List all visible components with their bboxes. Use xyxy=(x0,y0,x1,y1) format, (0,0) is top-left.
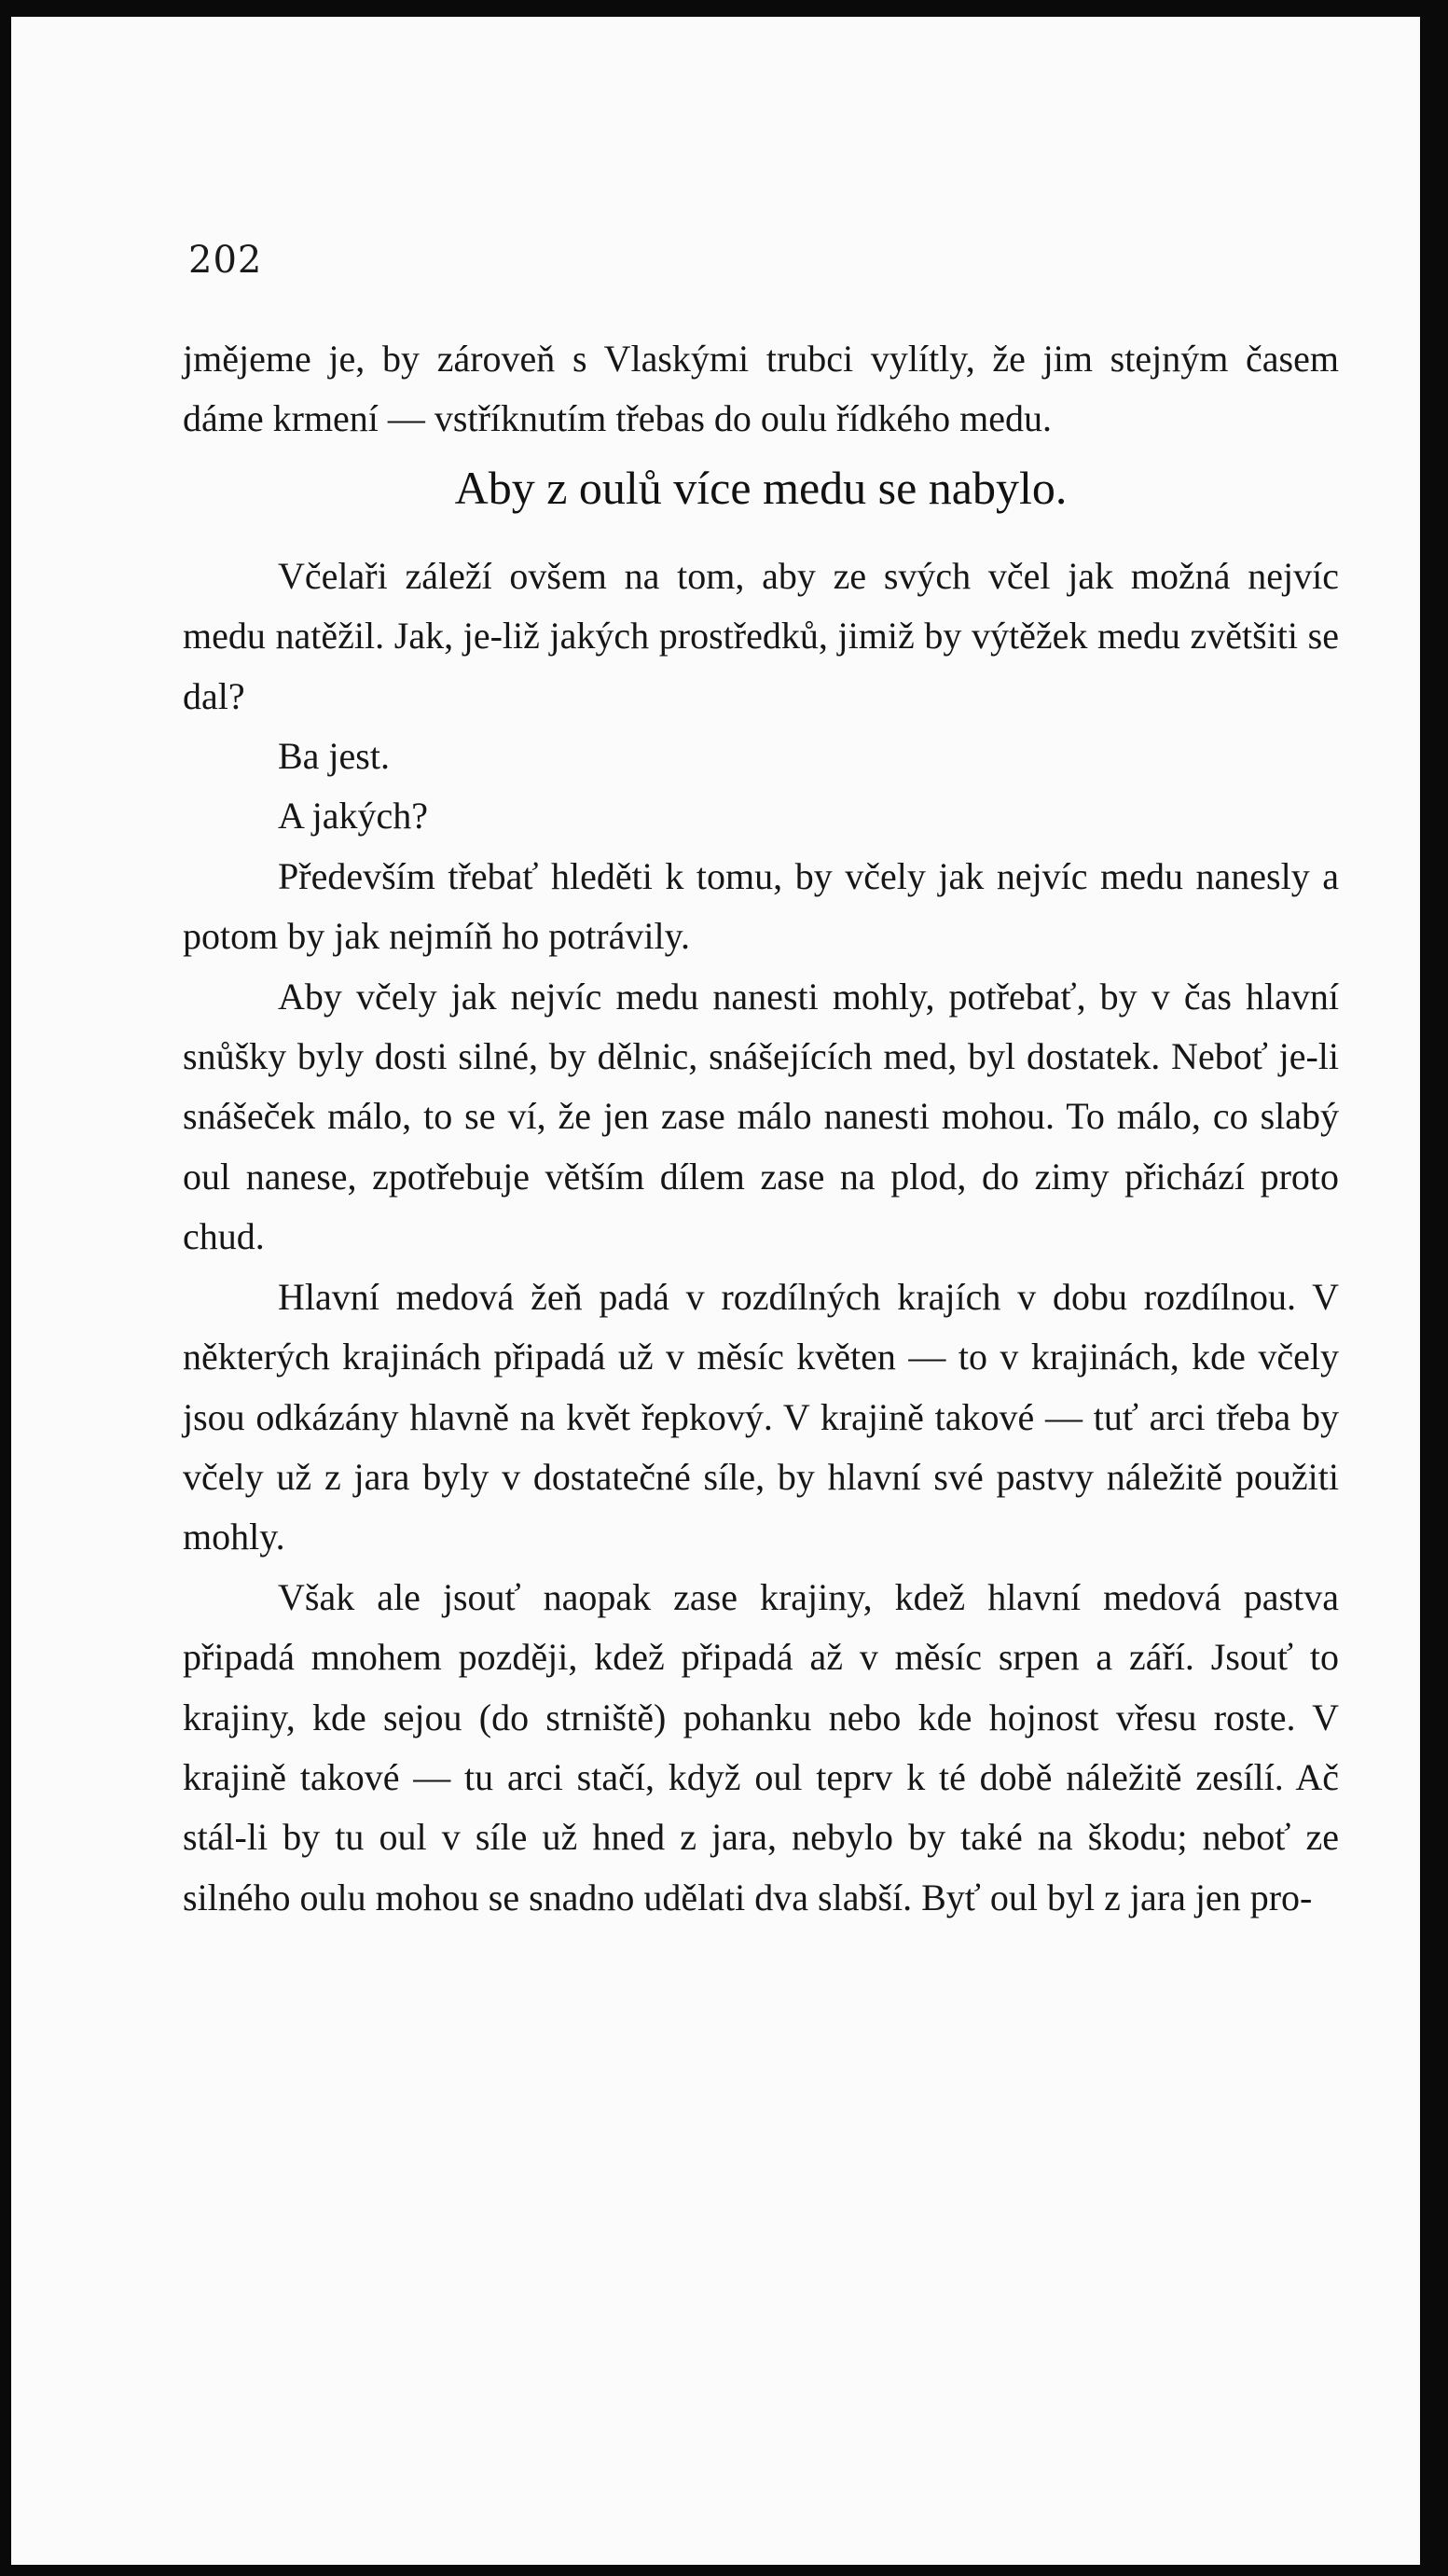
paragraph: Hlavní medová žeň padá v rozdílných krajích v dobu rozdílnou. V některých krajinách připadá už v měsíc květen — to v krajinách, kde včely jsou odkázány hlavně na květ řepkový. V krajině takové — tuť arci třeba by včely už z jara byly v dostatečné síle, by hlavní své pastvy náležitě použiti mohly. xyxy=(183,1275,1339,1558)
paragraph: Ba jest. xyxy=(278,735,390,778)
book-text xyxy=(183,329,1339,1928)
paragraph: Aby včely jak nejvíc medu nanesti mohly, potřebať, by v čas hlavní snůšky byly dosti silné, by dělnic, snášejících med, byl dostatek. Neboť je-li snášeček málo, to se ví, že jen zase málo nanesti mohou. To málo, co slabý oul nanese, zpotřebuje větším dílem zase na plod, do zimy přichází proto chud. xyxy=(183,975,1339,1258)
opening-paragraph: jmějeme je, by zároveň s Vlaskými trubci vylítly, že jim stejným časem dáme krmení — vstříknutím třebas do oulu řídkého medu. xyxy=(183,338,1339,440)
page-number: 202 xyxy=(188,239,263,282)
paragraph: Však ale jsouť naopak zase krajiny, kdež hlavní medová pastva připadá mnohem později, kdež připadá až v měsíc srpen a září. Jsouť to krajiny, kde sejou (do strniště) pohanku nebo kde hojnost vřesu roste. V krajině takové — tu arci stačí, když oul teprv k té době náležitě zesílí. Ač stál-li by tu oul v síle už hned z jara, nebylo by také na škodu; neboť ze silného oulu mohou se snadno udělati dva slabší. Byť oul byl z jara jen pro- xyxy=(183,1575,1339,1918)
paragraph: Včelaři záleží ovšem na tom, aby ze svých včel jak možná nejvíc medu natěžil. Jak, je-liž jakých prostředků, jimiž by výtěžek medu zvětšiti se dal? xyxy=(183,554,1339,717)
paragraph: Především třebať hleděti k tomu, by včely jak nejvíc medu nanesly a potom by jak nejmíň ho potrávily. xyxy=(183,854,1339,958)
section-heading: Aby z oulů více medu se nabylo. xyxy=(454,461,1068,514)
paragraph: A jakých? xyxy=(278,795,429,838)
